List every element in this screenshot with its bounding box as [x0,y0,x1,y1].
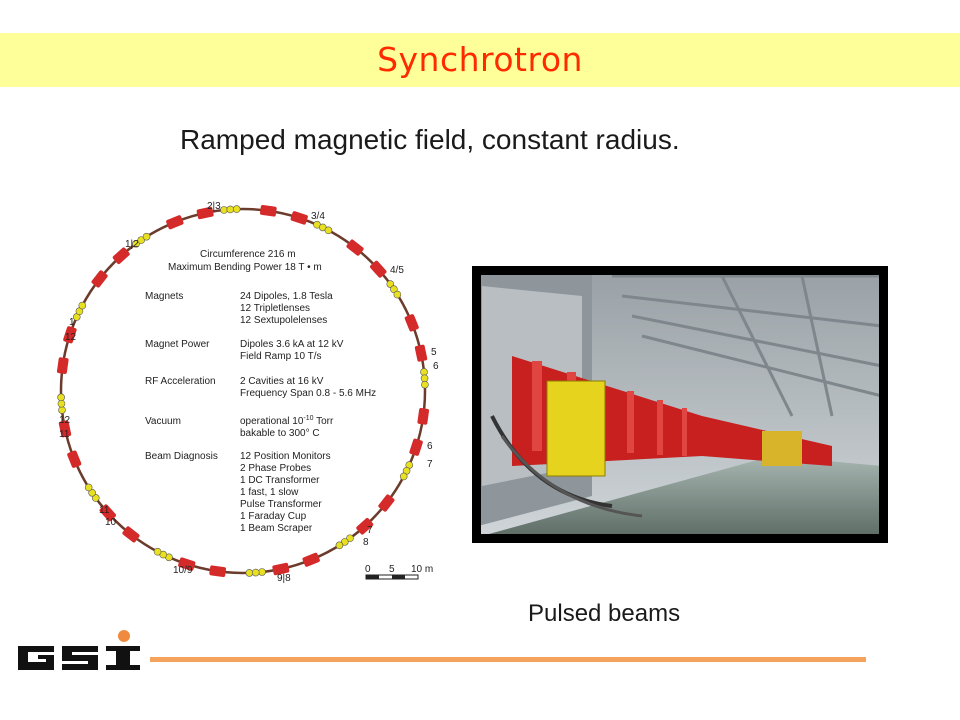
title-bar [0,33,960,87]
photo-caption: Pulsed beams [528,600,681,627]
quadrupole-lens [58,394,65,401]
spec-value: 1 DC Transformer [240,475,320,486]
ring-bending-power: Maximum Bending Power 18 T • m [168,262,322,273]
svg-text:0: 0 [365,564,371,575]
slide-title: Synchrotron [377,40,583,79]
footer-line [150,657,866,662]
quadrupole-lens [421,381,428,388]
svg-text:5: 5 [389,564,395,575]
quadrupole-lens [85,484,92,491]
dipole-magnet [404,314,419,333]
synchrotron-tunnel-photo [472,266,888,543]
gsi-logo [16,628,146,676]
dipole-magnet [417,408,429,425]
quadrupole-lens [421,375,428,382]
quadrupole-lens [58,400,65,407]
spec-value: 12 Tripletlenses [240,303,311,314]
spec-value: Field Ramp 10 T/s [240,351,322,362]
section-label: 9|8 [277,573,291,584]
spec-value: 24 Dipoles, 1.8 Tesla [240,291,333,302]
quadrupole-lens [220,206,227,213]
quadrupole-lens [325,227,332,234]
section-label: 12 [65,332,77,343]
section-label: 11 [59,429,70,440]
spec-value: 12 Sextupolelenses [240,315,328,326]
quadrupole-lens [336,542,343,549]
dipole-magnet [414,344,427,362]
section-label: 6 [427,441,433,452]
section-label: 4/5 [390,265,404,276]
spec-label-rf-acceleration: RF Acceleration [145,376,216,387]
section-label: 2|3 [207,201,221,212]
section-label: 7 [427,459,433,470]
section-label: 1 [69,317,75,328]
section-label: 3/4 [311,211,325,222]
section-label: 7 [367,525,373,536]
spec-value: bakable to 300° C [240,428,320,439]
dipole-magnet [209,565,226,577]
scale-bar [365,564,433,579]
quadrupole-lens [246,569,253,576]
quadrupole-lens [233,206,240,213]
quadrupole-lens [143,233,150,240]
spec-value: 1 fast, 1 slow [240,487,299,498]
dipole-magnet [302,552,321,567]
section-label: 8 [363,537,369,548]
spec-label-vacuum: Vacuum [145,416,181,427]
spec-label-beam-diagnosis: Beam Diagnosis [145,451,218,462]
quadrupole-lens [394,291,401,298]
section-label: 10 [105,517,117,528]
spec-value: 12 Position Monitors [240,451,331,462]
spec-value: 1 Beam Scraper [240,523,313,534]
dipole-magnet [290,211,308,225]
spec-value: Frequency Span 0.8 - 5.6 MHz [240,388,377,399]
ring-svg [55,195,455,605]
spec-value: Pulse Transformer [240,499,322,510]
quadrupole-lens [252,569,259,576]
section-label: 11 [99,505,110,516]
section-label: 1|2 [125,239,139,250]
section-label: 6 [433,361,439,372]
dipole-magnet [67,450,82,469]
spec-value: 2 Cavities at 16 kV [240,376,324,387]
quadrupole-lens [79,302,86,309]
spec-value: 2 Phase Probes [240,463,312,474]
quadrupole-lens [154,548,161,555]
quadrupole-lens [400,473,407,480]
quadrupole-lens [58,407,65,414]
spec-label-magnets: Magnets [145,291,184,302]
svg-text:10 m: 10 m [411,564,434,575]
quadrupole-lens [259,569,266,576]
section-label: 5 [431,347,437,358]
dipole-magnet [57,357,69,374]
dipole-magnet [260,205,277,217]
section-label: 10/9 [173,565,193,576]
spec-value: operational $10^{-10}$ Torr [240,415,334,427]
section-label: 12 [59,415,71,426]
quadrupole-lens [421,368,428,375]
synchrotron-ring-diagram [55,195,455,605]
ring-circumference: Circumference 216 m [200,249,296,260]
quadrupole-lens [227,206,234,213]
dipole-magnet [409,438,423,456]
spec-value: Dipoles 3.6 kA at 12 kV [240,339,344,350]
spec-value: 1 Faraday Cup [240,511,307,522]
dipole-magnet [166,215,185,230]
spec-label-magnet-power: Magnet Power [145,339,210,350]
slide-subtitle: Ramped magnetic field, constant radius. [180,124,680,155]
